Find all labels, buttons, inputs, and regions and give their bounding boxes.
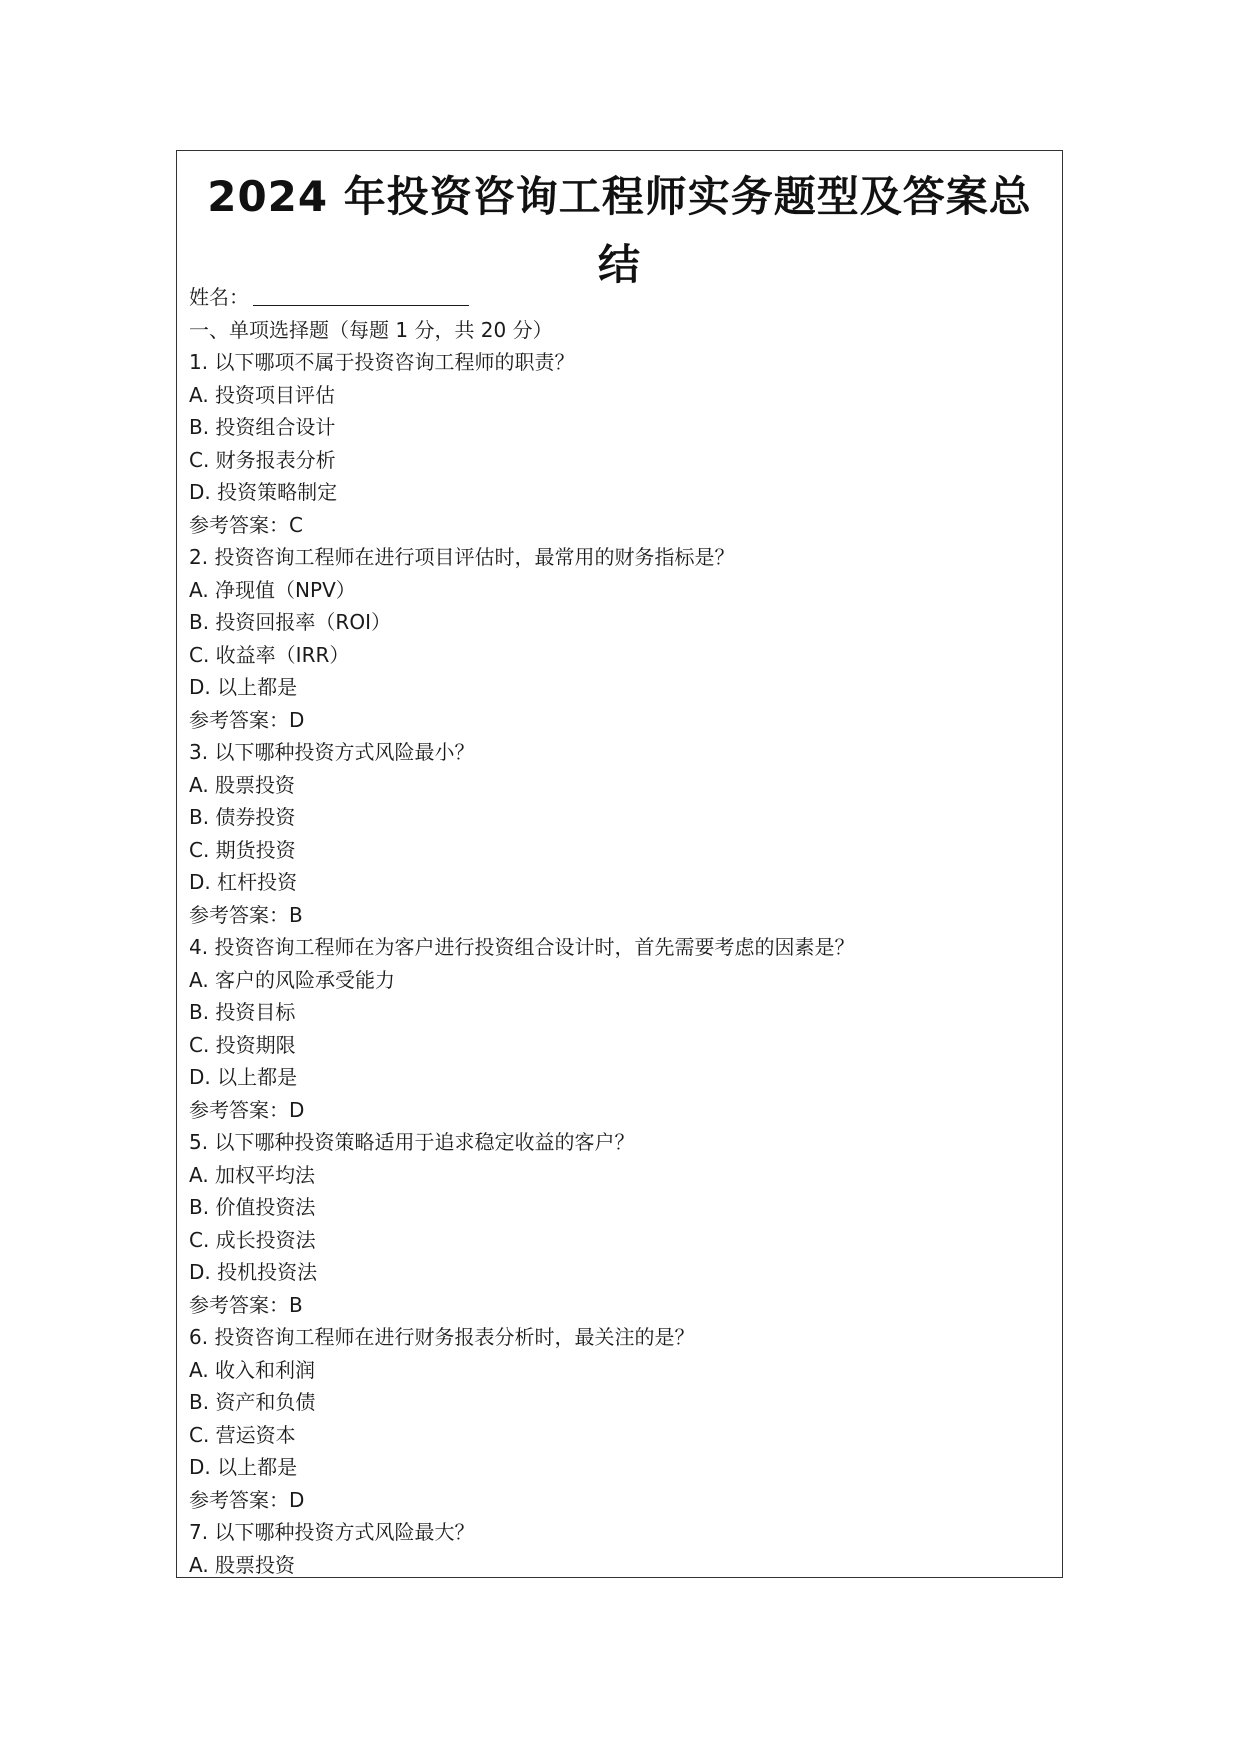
option-item: B. 债券投资 (189, 805, 296, 829)
question-block (189, 1126, 1050, 1321)
section-heading: 一、单项选择题（每题 1 分，共 20 分） (189, 317, 553, 342)
question-stem: 7. 以下哪种投资方式风险最大？ (189, 1520, 475, 1544)
option-item: D. 投机投资法 (189, 1260, 318, 1284)
option-item: A. 收入和利润 (189, 1357, 316, 1382)
reference-answer: 参考答案：D (189, 1097, 305, 1122)
option-item: D. 以上都是 (189, 675, 298, 699)
option-item: B. 资产和负债 (189, 1390, 316, 1414)
question-block (189, 541, 1050, 736)
name-field-row (189, 281, 1050, 314)
option-item: C. 财务报表分析 (189, 447, 336, 472)
reference-answer: 参考答案：D (189, 1487, 305, 1512)
option-item: C. 成长投资法 (189, 1227, 316, 1252)
option-item: A. 净现值（NPV） (189, 577, 356, 602)
document-frame (176, 150, 1063, 1578)
question-stem: 4. 投资咨询工程师在为客户进行投资组合设计时，首先需要考虑的因素是？ (189, 935, 855, 959)
name-label: 姓名： (189, 285, 249, 309)
option-item: C. 营运资本 (189, 1422, 296, 1447)
option-item: B. 投资组合设计 (189, 415, 336, 439)
option-item: A. 客户的风险承受能力 (189, 967, 396, 992)
question-block (189, 346, 1050, 541)
question-stem: 2. 投资咨询工程师在进行项目评估时，最常用的财务指标是？ (189, 545, 735, 569)
name-blank-line[interactable] (253, 283, 469, 306)
option-item: B. 投资目标 (189, 1000, 296, 1024)
option-item: C. 收益率（IRR） (189, 642, 350, 667)
question-list (189, 346, 1050, 1516)
option-item: B. 投资回报率（ROI） (189, 610, 391, 634)
option-item: A. 加权平均法 (189, 1162, 316, 1187)
option-item: D. 杠杆投资 (189, 870, 298, 894)
question-block (189, 931, 1050, 1126)
option-item: A. 股票投资 (189, 772, 296, 797)
document-body (189, 281, 1050, 1581)
option-item: C. 期货投资 (189, 837, 296, 862)
question-stem: 3. 以下哪种投资方式风险最小？ (189, 740, 475, 764)
option-item: D. 投资策略制定 (189, 480, 338, 504)
reference-answer: 参考答案：B (189, 1292, 303, 1317)
question-block (189, 1321, 1050, 1516)
option-item: D. 以上都是 (189, 1065, 298, 1089)
question-block (189, 736, 1050, 931)
reference-answer: 参考答案：D (189, 707, 305, 732)
reference-answer: 参考答案：B (189, 902, 303, 927)
document-title: 2024 年投资咨询工程师实务题型及答案总结 (207, 172, 1032, 289)
option-item: D. 以上都是 (189, 1455, 298, 1479)
option-item: B. 价值投资法 (189, 1195, 316, 1219)
option-item: C. 投资期限 (189, 1032, 296, 1057)
question-stem: 6. 投资咨询工程师在进行财务报表分析时，最关注的是？ (189, 1325, 695, 1349)
question-stem: 5. 以下哪种投资策略适用于追求稳定收益的客户？ (189, 1130, 635, 1154)
reference-answer: 参考答案：C (189, 512, 303, 537)
option-item: A. 投资项目评估 (189, 382, 336, 407)
option-item: A. 股票投资 (189, 1552, 296, 1577)
question-stem: 1. 以下哪项不属于投资咨询工程师的职责？ (189, 350, 575, 374)
